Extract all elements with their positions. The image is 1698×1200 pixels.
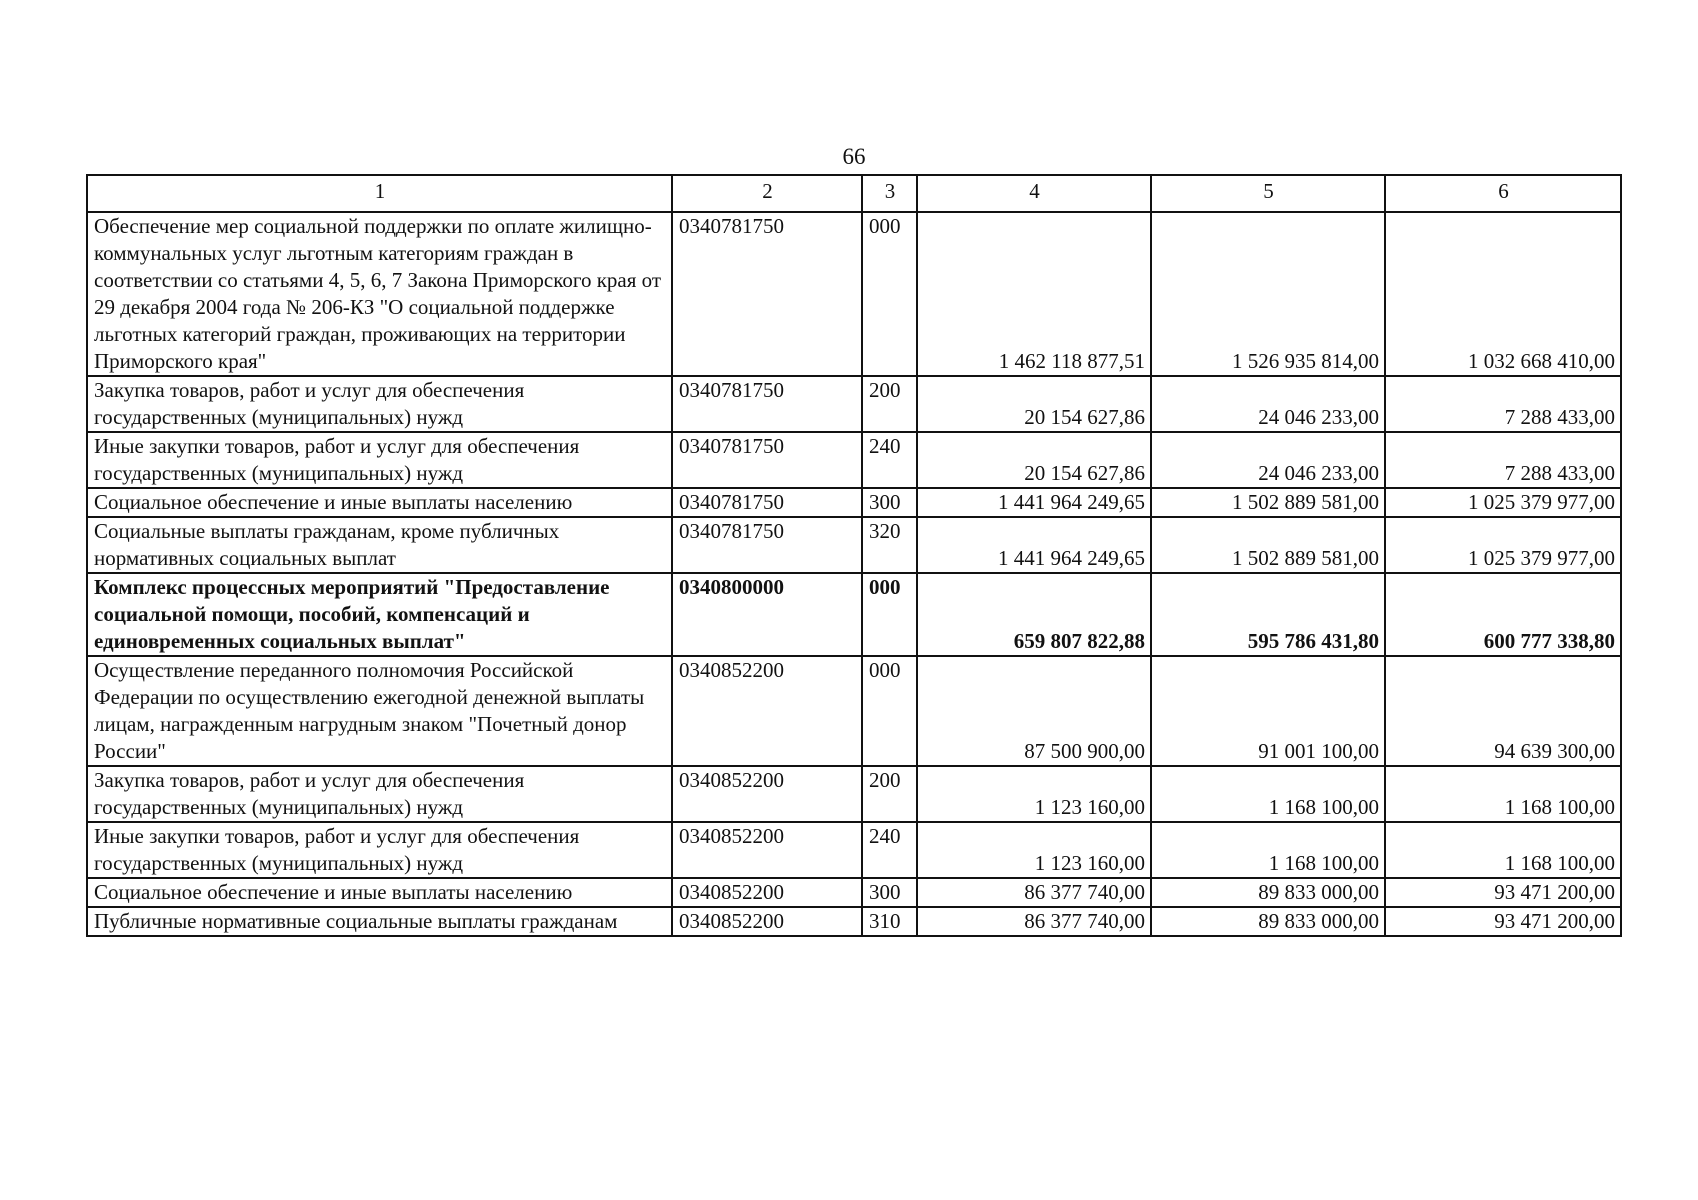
row-amount-col4-cell: 86 377 740,00: [917, 907, 1151, 936]
row-expense-type-cell: 200: [862, 766, 917, 822]
column-header: 5: [1151, 175, 1385, 212]
table-row: [87, 656, 1621, 766]
row-amount-col6-cell: 1 168 100,00: [1385, 822, 1621, 878]
row-code-cell: 0340852200: [672, 907, 862, 936]
row-expense-type-cell: 000: [862, 212, 917, 376]
table-row: [87, 878, 1621, 907]
row-expense-type-cell: 300: [862, 488, 917, 517]
row-amount-col4-cell: 87 500 900,00: [917, 656, 1151, 766]
budget-table: [86, 174, 1622, 937]
row-amount-col6-cell: 94 639 300,00: [1385, 656, 1621, 766]
row-code-cell: 0340852200: [672, 822, 862, 878]
row-code-cell: 0340781750: [672, 376, 862, 432]
row-expense-type-cell: 310: [862, 907, 917, 936]
page-number: 66: [842, 144, 866, 169]
row-expense-type-cell: 300: [862, 878, 917, 907]
row-amount-col5-cell: 89 833 000,00: [1151, 907, 1385, 936]
row-amount-col4-cell: 1 441 964 249,65: [917, 517, 1151, 573]
row-code-cell: 0340852200: [672, 766, 862, 822]
row-name-cell: Закупка товаров, работ и услуг для обеспечения государственных (муниципальных) нужд: [87, 766, 672, 822]
row-code-cell: 0340781750: [672, 488, 862, 517]
table-body: [87, 175, 1621, 936]
row-amount-col4-cell: 86 377 740,00: [917, 878, 1151, 907]
row-code-cell: 0340800000: [672, 573, 862, 656]
row-amount-col5-cell: 89 833 000,00: [1151, 878, 1385, 907]
row-amount-col6-cell: 93 471 200,00: [1385, 907, 1621, 936]
column-header: 3: [862, 175, 917, 212]
table-header-row: [87, 175, 1621, 212]
row-amount-col5-cell: 1 168 100,00: [1151, 766, 1385, 822]
row-amount-col6-cell: 93 471 200,00: [1385, 878, 1621, 907]
row-amount-col6-cell: 7 288 433,00: [1385, 376, 1621, 432]
row-amount-col5-cell: 1 168 100,00: [1151, 822, 1385, 878]
row-amount-col4-cell: 20 154 627,86: [917, 432, 1151, 488]
row-amount-col5-cell: 1 502 889 581,00: [1151, 517, 1385, 573]
column-header: 1: [87, 175, 672, 212]
row-amount-col5-cell: 1 502 889 581,00: [1151, 488, 1385, 517]
row-code-cell: 0340781750: [672, 212, 862, 376]
row-name-cell: Социальное обеспечение и иные выплаты населению: [87, 878, 672, 907]
row-code-cell: 0340852200: [672, 656, 862, 766]
table-row: [87, 907, 1621, 936]
row-amount-col6-cell: 1 025 379 977,00: [1385, 517, 1621, 573]
row-expense-type-cell: 320: [862, 517, 917, 573]
row-amount-col4-cell: 659 807 822,88: [917, 573, 1151, 656]
row-expense-type-cell: 240: [862, 822, 917, 878]
row-name-cell: Иные закупки товаров, работ и услуг для обеспечения государственных (муниципальных) нужд: [87, 822, 672, 878]
row-amount-col5-cell: 595 786 431,80: [1151, 573, 1385, 656]
row-name-cell: Иные закупки товаров, работ и услуг для обеспечения государственных (муниципальных) нужд: [87, 432, 672, 488]
table-row: [87, 766, 1621, 822]
table-row: [87, 822, 1621, 878]
row-amount-col6-cell: 600 777 338,80: [1385, 573, 1621, 656]
row-amount-col4-cell: 1 462 118 877,51: [917, 212, 1151, 376]
table-row: [87, 212, 1621, 376]
row-amount-col5-cell: 24 046 233,00: [1151, 376, 1385, 432]
row-name-cell: Публичные нормативные социальные выплаты гражданам: [87, 907, 672, 936]
column-header: 4: [917, 175, 1151, 212]
row-amount-col5-cell: 1 526 935 814,00: [1151, 212, 1385, 376]
row-expense-type-cell: 000: [862, 573, 917, 656]
row-name-cell: Социальные выплаты гражданам, кроме публичных нормативных социальных выплат: [87, 517, 672, 573]
table-row: [87, 488, 1621, 517]
row-amount-col6-cell: 7 288 433,00: [1385, 432, 1621, 488]
table-row: [87, 432, 1621, 488]
row-amount-col5-cell: 24 046 233,00: [1151, 432, 1385, 488]
row-amount-col5-cell: 91 001 100,00: [1151, 656, 1385, 766]
column-header: 2: [672, 175, 862, 212]
row-code-cell: 0340781750: [672, 517, 862, 573]
row-amount-col6-cell: 1 025 379 977,00: [1385, 488, 1621, 517]
row-amount-col4-cell: 1 123 160,00: [917, 766, 1151, 822]
table-row: [87, 376, 1621, 432]
column-header: 6: [1385, 175, 1621, 212]
row-amount-col6-cell: 1 168 100,00: [1385, 766, 1621, 822]
table-row: [87, 517, 1621, 573]
row-code-cell: 0340781750: [672, 432, 862, 488]
row-name-cell: Закупка товаров, работ и услуг для обеспечения государственных (муниципальных) нужд: [87, 376, 672, 432]
row-name-cell: Обеспечение мер социальной поддержки по оплате жилищно-коммунальных услуг льготным категориям граждан в соответствии со статьями 4, 5, 6, 7 Закона Приморского края от 29 декабря 2004 года № 206-КЗ "О социальной поддержке льготных категорий граждан, проживающих на территории Приморского края": [87, 212, 672, 376]
row-expense-type-cell: 000: [862, 656, 917, 766]
row-expense-type-cell: 200: [862, 376, 917, 432]
row-expense-type-cell: 240: [862, 432, 917, 488]
row-amount-col4-cell: 1 441 964 249,65: [917, 488, 1151, 517]
row-amount-col4-cell: 20 154 627,86: [917, 376, 1151, 432]
row-code-cell: 0340852200: [672, 878, 862, 907]
row-name-cell: Социальное обеспечение и иные выплаты населению: [87, 488, 672, 517]
table-row: [87, 573, 1621, 656]
row-name-cell: Комплекс процессных мероприятий "Предоставление социальной помощи, пособий, компенсаций и единовременных социальных выплат": [87, 573, 672, 656]
row-amount-col6-cell: 1 032 668 410,00: [1385, 212, 1621, 376]
row-name-cell: Осуществление переданного полномочия Российской Федерации по осуществлению ежегодной денежной выплаты лицам, награжденным нагрудным знаком "Почетный донор России": [87, 656, 672, 766]
row-amount-col4-cell: 1 123 160,00: [917, 822, 1151, 878]
